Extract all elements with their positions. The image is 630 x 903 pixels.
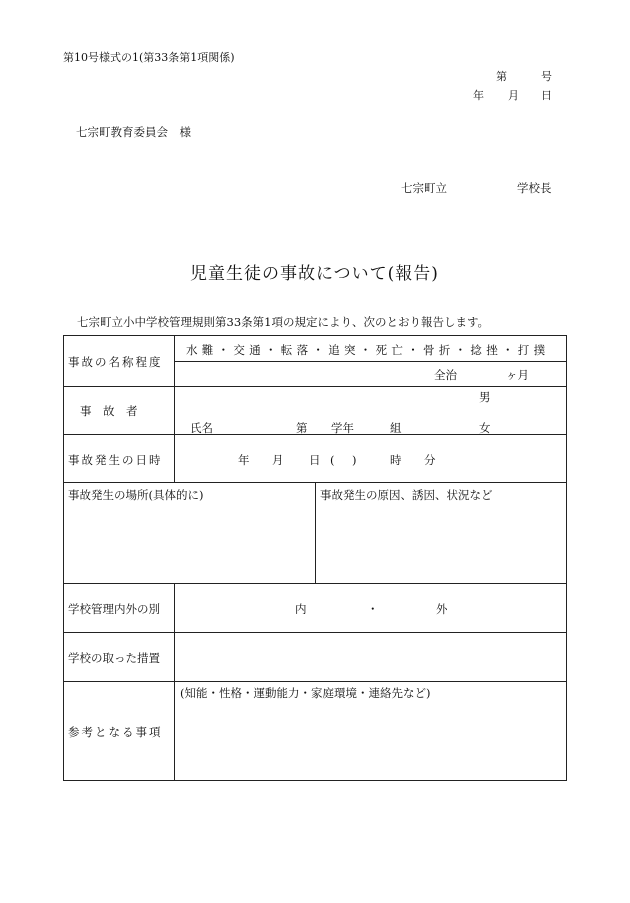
datetime-day: 日 bbox=[309, 453, 321, 467]
grade-prefix: 第 bbox=[296, 421, 308, 435]
inside-outside-label: 学校管理内外の別 bbox=[68, 602, 160, 616]
divider bbox=[64, 434, 567, 435]
reference-note: (知能・性格・運動能力・家庭環境・連絡先など) bbox=[180, 686, 431, 700]
recovery-prefix: 全治 bbox=[434, 368, 457, 382]
grade-label: 学年 bbox=[331, 421, 354, 435]
divider bbox=[174, 583, 175, 781]
option-separator: ・ bbox=[367, 602, 379, 616]
accident-type-options: 水難・交通・転落・追突・死亡・骨折・捻挫・打撲 bbox=[186, 343, 550, 357]
inside-option: 内 bbox=[295, 602, 307, 616]
sender-school-prefix: 七宗町立 bbox=[401, 181, 447, 195]
person-name-label: 氏名 bbox=[190, 421, 213, 435]
reference-label: 参考となる事項 bbox=[68, 725, 163, 739]
datetime-label: 事故発生の日時 bbox=[68, 453, 163, 467]
datetime-minute: 分 bbox=[424, 453, 436, 467]
report-form bbox=[63, 335, 567, 781]
divider bbox=[64, 681, 567, 682]
accident-type-label: 事故の名称程度 bbox=[68, 355, 163, 369]
gender-male: 男 bbox=[479, 390, 491, 404]
recipient: 七宗町教育委員会 様 bbox=[76, 125, 191, 139]
divider bbox=[64, 386, 567, 387]
document-title: 児童生徒の事故について(報告) bbox=[190, 264, 439, 284]
doc-number-prefix: 第 bbox=[496, 70, 507, 83]
date-day: 日 bbox=[541, 89, 552, 102]
datetime-year: 年 bbox=[238, 453, 250, 467]
divider bbox=[64, 583, 567, 584]
recovery-suffix: ヶ月 bbox=[506, 368, 529, 382]
gender-female: 女 bbox=[479, 421, 491, 435]
divider bbox=[174, 361, 567, 362]
date-year: 年 bbox=[473, 89, 484, 102]
outside-option: 外 bbox=[436, 602, 448, 616]
datetime-month: 月 bbox=[272, 453, 284, 467]
divider bbox=[174, 336, 175, 482]
measures-label: 学校の取った措置 bbox=[68, 651, 160, 665]
form-number: 第10号様式の1(第33条第1項関係) bbox=[63, 51, 235, 64]
datetime-weekday: ( ) bbox=[330, 453, 360, 467]
divider bbox=[315, 482, 316, 583]
cause-label: 事故発生の原因、誘因、状況など bbox=[320, 488, 493, 502]
datetime-hour: 時 bbox=[390, 453, 402, 467]
person-label: 事 故 者 bbox=[80, 404, 138, 418]
place-label: 事故発生の場所(具体的に) bbox=[68, 488, 204, 502]
date-month: 月 bbox=[508, 89, 519, 102]
intro-text: 七宗町立小中学校管理規則第33条第1項の規定により、次のとおり報告します。 bbox=[77, 315, 490, 329]
sender-principal: 学校長 bbox=[517, 181, 552, 195]
doc-number-suffix: 号 bbox=[541, 70, 552, 83]
divider bbox=[64, 632, 567, 633]
class-label: 組 bbox=[390, 421, 402, 435]
